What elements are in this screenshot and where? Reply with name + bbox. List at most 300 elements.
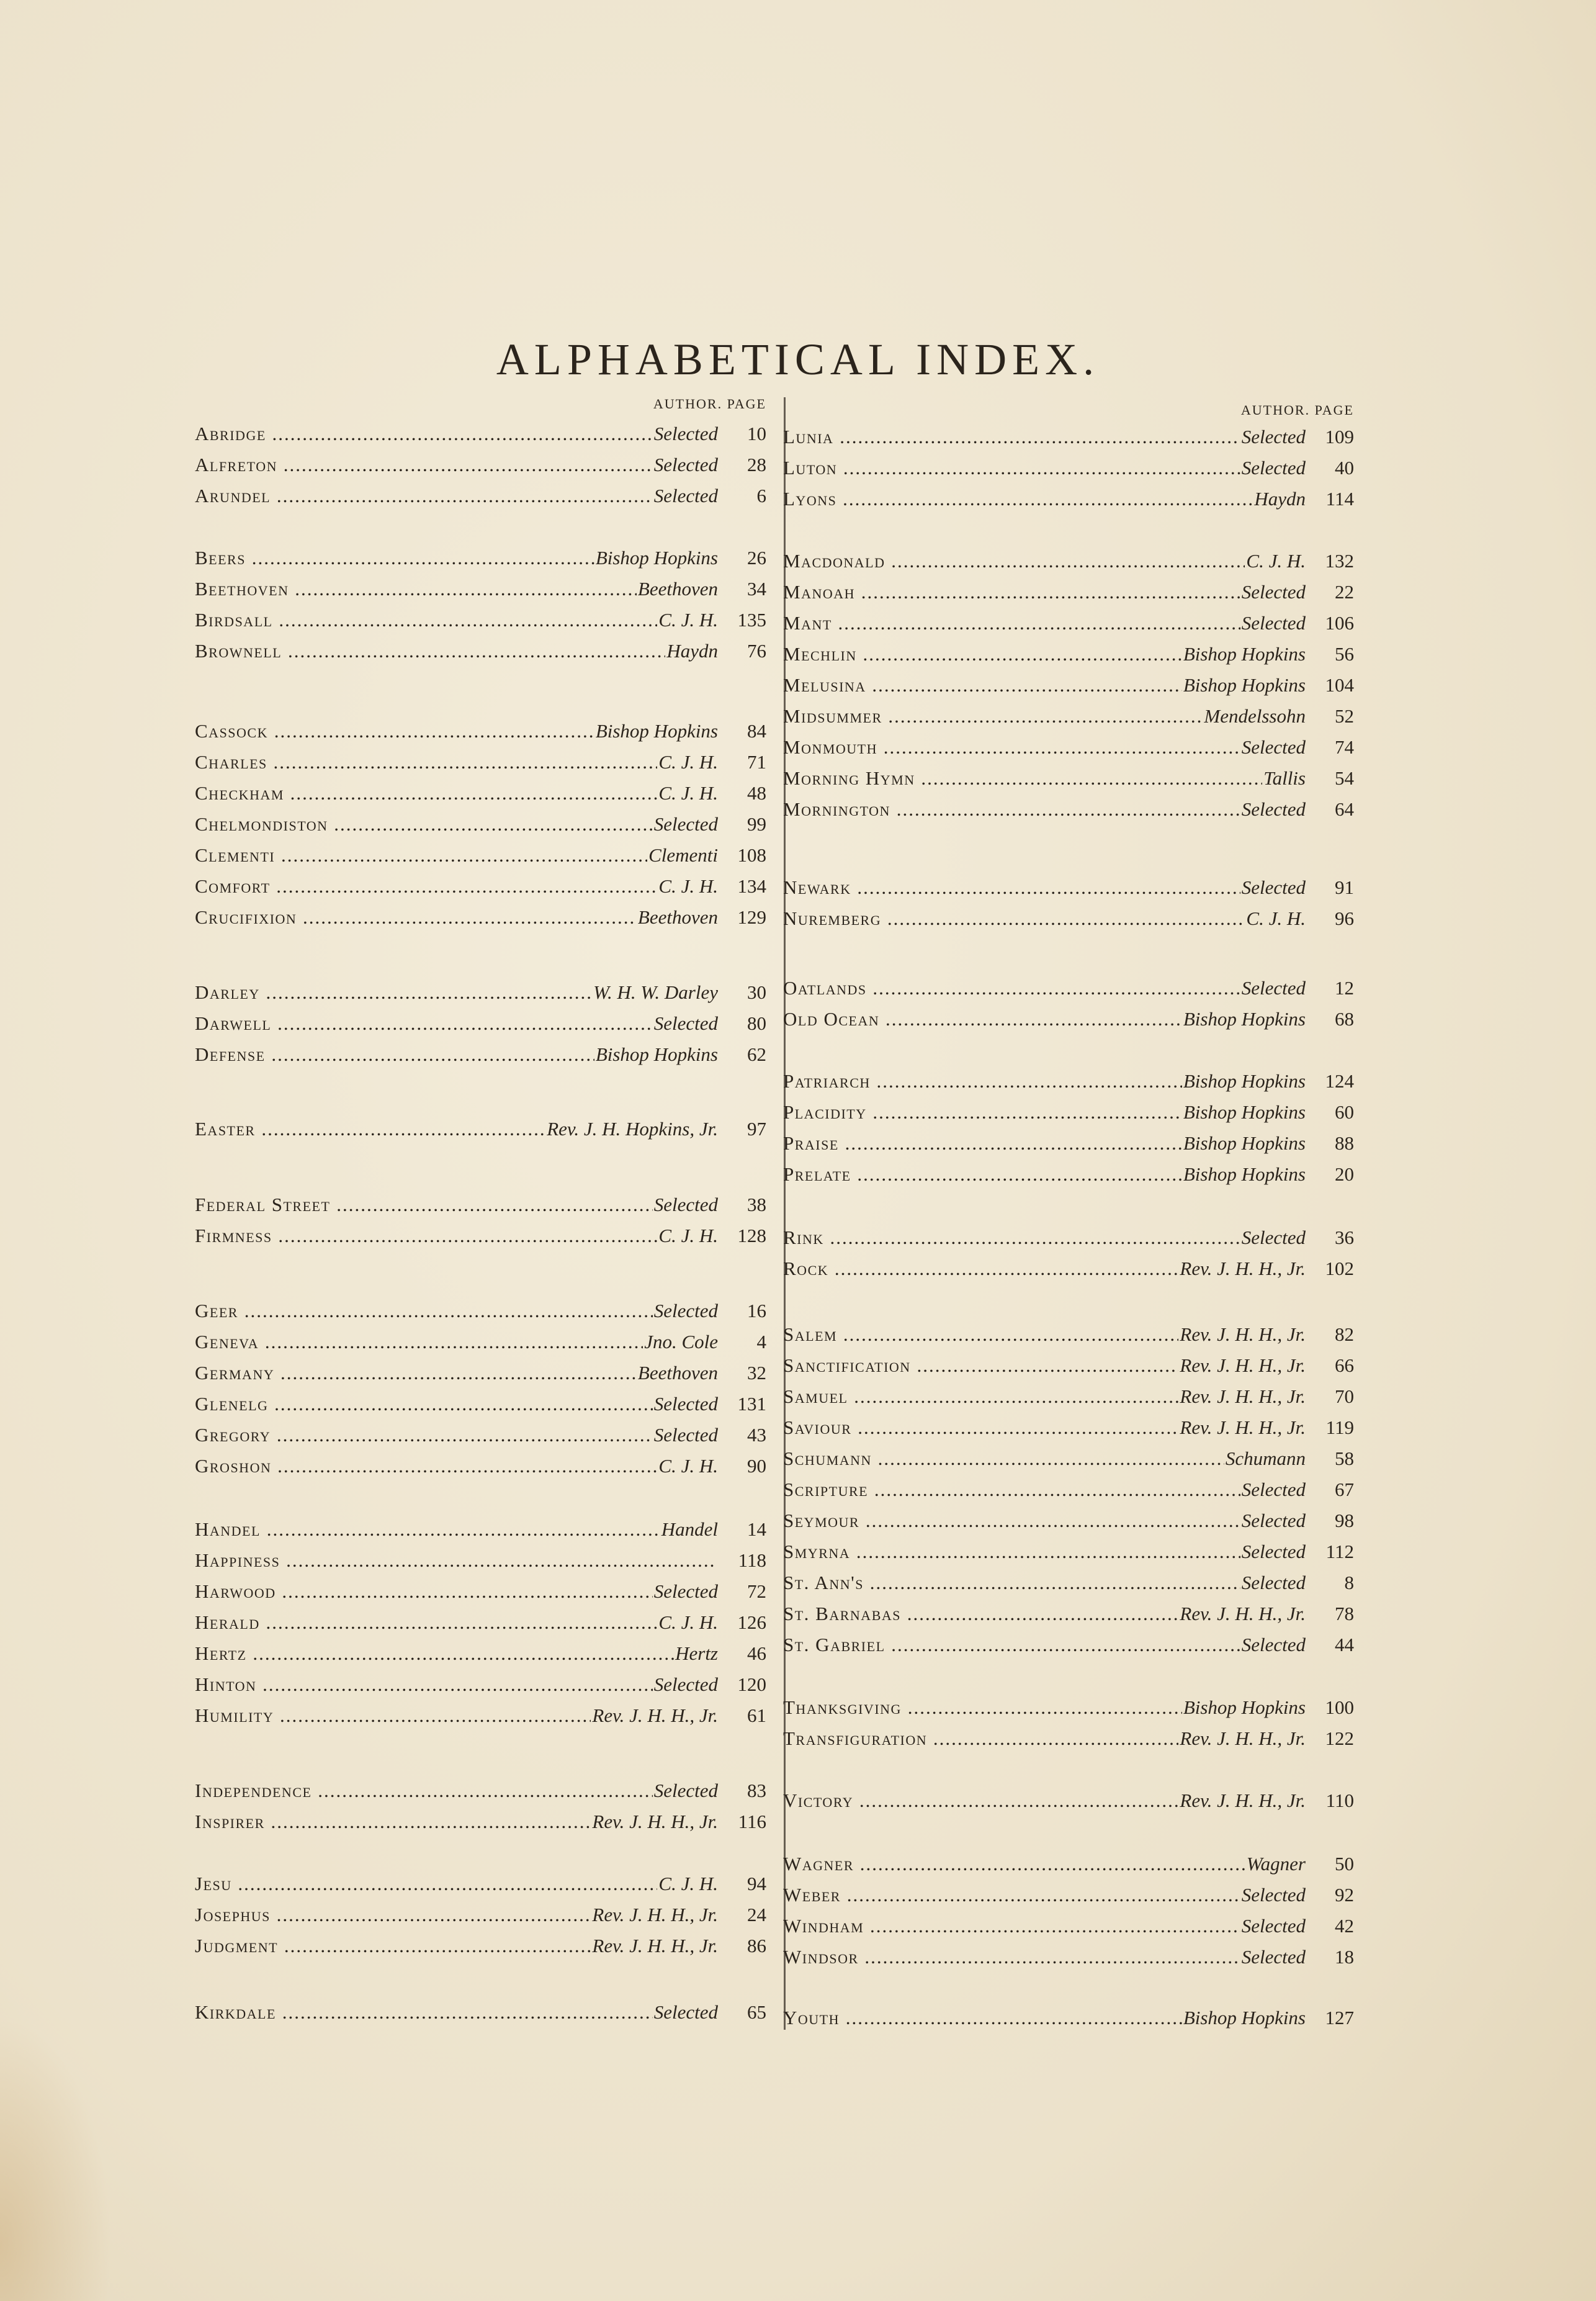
index-entry-seymour bbox=[783, 1508, 1354, 1534]
entry-page-number: 61 bbox=[747, 1704, 766, 1726]
entry-title: Handel ..... bbox=[195, 1516, 660, 1542]
entry-title: Inspirer ..... bbox=[195, 1809, 591, 1835]
entry-author: Rev. J. H. H., Jr. bbox=[592, 1935, 718, 1957]
entry-author: Selected bbox=[653, 485, 718, 507]
entry-title: Thanksgiving ..... bbox=[783, 1695, 1182, 1721]
entry-title: Rock ..... bbox=[783, 1256, 1178, 1282]
entry-page-number: 22 bbox=[1335, 581, 1354, 603]
index-entry-hertz bbox=[195, 1641, 766, 1667]
entry-page-number: 98 bbox=[1335, 1510, 1354, 1531]
entry-page-number: 84 bbox=[747, 720, 766, 742]
entry-page-number: 72 bbox=[747, 1580, 766, 1602]
index-entry-beethoven bbox=[195, 576, 766, 602]
entry-author: Wagner bbox=[1246, 1853, 1306, 1875]
entry-title: Smyrna ..... bbox=[783, 1539, 1240, 1565]
entry-title: St. Ann's ..... bbox=[783, 1570, 1240, 1596]
entry-page-number: 116 bbox=[738, 1811, 766, 1832]
entry-page-number: 24 bbox=[747, 1904, 766, 1925]
entry-author: Selected bbox=[1241, 581, 1306, 603]
entry-title: Saviour ..... bbox=[783, 1415, 1178, 1441]
entry-page-number: 26 bbox=[747, 547, 766, 569]
entry-page-number: 42 bbox=[1335, 1915, 1354, 1937]
entry-title: Germany ..... bbox=[195, 1360, 637, 1386]
index-entry-herald bbox=[195, 1610, 766, 1636]
index-entry-mornington bbox=[783, 796, 1354, 822]
entry-page-number: 46 bbox=[747, 1642, 766, 1664]
entry-author: Bishop Hopkins bbox=[595, 1043, 718, 1065]
index-entry-melusina bbox=[783, 672, 1354, 698]
entry-author: Selected bbox=[653, 1300, 718, 1322]
entry-title: Firmness ..... bbox=[195, 1223, 657, 1249]
entry-author: Selected bbox=[1241, 1572, 1306, 1593]
entry-author: C. J. H. bbox=[658, 1455, 718, 1477]
entry-page-number: 44 bbox=[1335, 1634, 1354, 1655]
index-entry-federal-street bbox=[195, 1192, 766, 1218]
entry-author: Rev. J. H. H., Jr. bbox=[1180, 1323, 1306, 1345]
entry-page-number: 67 bbox=[1335, 1479, 1354, 1500]
entry-author: C. J. H. bbox=[658, 609, 718, 631]
entry-page-number: 110 bbox=[1325, 1790, 1354, 1811]
entry-page-number: 6 bbox=[756, 485, 766, 507]
index-entry-inspirer bbox=[195, 1809, 766, 1835]
entry-author: C. J. H. bbox=[1246, 550, 1306, 572]
entry-page-number: 12 bbox=[1335, 977, 1354, 999]
index-entry-st-gabriel bbox=[783, 1632, 1354, 1658]
index-entry-germany bbox=[195, 1360, 766, 1386]
entry-page-number: 4 bbox=[756, 1331, 766, 1353]
index-entry-chelmondiston bbox=[195, 811, 766, 837]
entry-author: Beethoven bbox=[637, 906, 718, 928]
entry-title: Macdonald ..... bbox=[783, 548, 1245, 574]
index-entry-sanctification bbox=[783, 1353, 1354, 1379]
index-entry-jesu bbox=[195, 1871, 766, 1897]
entry-page-number: 102 bbox=[1325, 1258, 1354, 1279]
index-entry-charles bbox=[195, 749, 766, 775]
entry-author: Bishop Hopkins bbox=[1183, 2007, 1306, 2029]
entry-page-number: 94 bbox=[747, 1873, 766, 1894]
entry-author: Selected bbox=[1241, 426, 1306, 448]
entry-author: Bishop Hopkins bbox=[1183, 1008, 1306, 1030]
entry-title: Wagner ..... bbox=[783, 1851, 1245, 1877]
entry-author: Handel bbox=[661, 1518, 718, 1540]
entry-title: Patriarch ..... bbox=[783, 1068, 1182, 1094]
index-entry-independence bbox=[195, 1778, 766, 1804]
entry-page-number: 43 bbox=[747, 1424, 766, 1446]
entry-author: Selected bbox=[1241, 876, 1306, 898]
entry-title: Mechlin ..... bbox=[783, 641, 1182, 667]
entry-page-number: 66 bbox=[1335, 1354, 1354, 1376]
entry-author: Rev. J. H. H., Jr. bbox=[1180, 1258, 1306, 1279]
index-entry-monmouth bbox=[783, 734, 1354, 760]
entry-title: Birdsall ..... bbox=[195, 607, 657, 633]
index-entry-groshon bbox=[195, 1453, 766, 1479]
entry-page-number: 36 bbox=[1335, 1227, 1354, 1248]
index-entry-weber bbox=[783, 1882, 1354, 1908]
index-entry-judgment bbox=[195, 1933, 766, 1959]
entry-author: Mendelssohn bbox=[1204, 705, 1306, 727]
entry-author: C. J. H. bbox=[658, 1873, 718, 1894]
entry-page-number: 99 bbox=[747, 813, 766, 835]
entry-page-number: 135 bbox=[737, 609, 766, 631]
entry-author: Selected bbox=[653, 1673, 718, 1695]
index-entry-comfort bbox=[195, 873, 766, 899]
entry-author: C. J. H. bbox=[658, 782, 718, 804]
entry-title: Monmouth ..... bbox=[783, 734, 1240, 760]
entry-title: Windsor ..... bbox=[783, 1944, 1240, 1970]
entry-page-number: 131 bbox=[737, 1393, 766, 1415]
index-entry-firmness bbox=[195, 1223, 766, 1249]
index-entry-handel bbox=[195, 1516, 766, 1542]
entry-page-number: 104 bbox=[1325, 674, 1354, 696]
index-entry-hinton bbox=[195, 1672, 766, 1698]
entry-title: Geneva ..... bbox=[195, 1329, 643, 1355]
entry-author: Rev. J. H. H., Jr. bbox=[592, 1704, 718, 1726]
index-entry-beers bbox=[195, 545, 766, 571]
entry-author: Bishop Hopkins bbox=[1183, 1163, 1306, 1185]
entry-title: Jesu ..... bbox=[195, 1871, 657, 1897]
index-entry-lunia bbox=[783, 424, 1354, 450]
index-entry-josephus bbox=[195, 1902, 766, 1928]
index-entry-abridge bbox=[195, 421, 766, 447]
entry-author: Rev. J. H. H., Jr. bbox=[1180, 1603, 1306, 1624]
index-entry-nuremberg bbox=[783, 906, 1354, 932]
index-entry-st-ann-s bbox=[783, 1570, 1354, 1596]
entry-title: Melusina ..... bbox=[783, 672, 1182, 698]
entry-author: Rev. J. H. H., Jr. bbox=[592, 1904, 718, 1925]
entry-author: Selected bbox=[1241, 736, 1306, 758]
entry-author: Rev. J. H. H., Jr. bbox=[1180, 1790, 1306, 1811]
entry-author: Selected bbox=[1241, 457, 1306, 479]
index-entry-patriarch bbox=[783, 1068, 1354, 1094]
entry-author: Selected bbox=[653, 1580, 718, 1602]
entry-author: Bishop Hopkins bbox=[1183, 643, 1306, 665]
entry-author: C. J. H. bbox=[658, 1611, 718, 1633]
index-entry-darwell bbox=[195, 1011, 766, 1037]
entry-title: Placidity ..... bbox=[783, 1099, 1182, 1125]
entry-author: Selected bbox=[1241, 1227, 1306, 1248]
entry-page-number: 50 bbox=[1335, 1853, 1354, 1875]
entry-title: Kirkdale ..... bbox=[195, 1999, 653, 2025]
entry-page-number: 91 bbox=[1335, 876, 1354, 898]
entry-author: C. J. H. bbox=[1246, 907, 1306, 929]
entry-title: Beethoven ..... bbox=[195, 576, 637, 602]
entry-page-number: 82 bbox=[1335, 1323, 1354, 1345]
entry-page-number: 83 bbox=[747, 1780, 766, 1801]
index-entry-praise bbox=[783, 1130, 1354, 1156]
entry-title: Lunia ..... bbox=[783, 424, 1240, 450]
entry-author: Beethoven bbox=[637, 578, 718, 600]
index-entry-placidity bbox=[783, 1099, 1354, 1125]
entry-author: Bishop Hopkins bbox=[595, 547, 718, 569]
entry-author: Selected bbox=[1241, 1479, 1306, 1500]
entry-page-number: 86 bbox=[747, 1935, 766, 1957]
entry-page-number: 114 bbox=[1325, 488, 1354, 510]
index-entry-geer bbox=[195, 1298, 766, 1324]
entry-author: Selected bbox=[1241, 977, 1306, 999]
entry-title: Charles ..... bbox=[195, 749, 657, 775]
index-entry-newark bbox=[783, 875, 1354, 901]
index-entry-windham bbox=[783, 1913, 1354, 1939]
entry-page-number: 58 bbox=[1335, 1448, 1354, 1469]
entry-page-number: 92 bbox=[1335, 1884, 1354, 1906]
entry-author: Bishop Hopkins bbox=[1183, 1070, 1306, 1092]
entry-author: Bishop Hopkins bbox=[1183, 1132, 1306, 1154]
entry-page-number: 14 bbox=[747, 1518, 766, 1540]
entry-page-number: 134 bbox=[737, 875, 766, 897]
entry-author: Hertz bbox=[675, 1642, 718, 1664]
index-entry-clementi bbox=[195, 842, 766, 868]
index-entry-thanksgiving bbox=[783, 1695, 1354, 1721]
entry-title: Comfort ..... bbox=[195, 873, 657, 899]
entry-author: Bishop Hopkins bbox=[595, 720, 718, 742]
entry-page-number: 132 bbox=[1325, 550, 1354, 572]
entry-author: Rev. J. H. H., Jr. bbox=[592, 1811, 718, 1832]
index-entry-transfiguration bbox=[783, 1726, 1354, 1752]
entry-title: Brownell ..... bbox=[195, 638, 665, 664]
index-entry-harwood bbox=[195, 1578, 766, 1605]
index-entry-birdsall bbox=[195, 607, 766, 633]
index-entry-salem bbox=[783, 1322, 1354, 1348]
entry-title: Independence ..... bbox=[195, 1778, 653, 1804]
entry-title: Schumann ..... bbox=[783, 1446, 1224, 1472]
index-entry-defense bbox=[195, 1042, 766, 1068]
entry-author: Selected bbox=[1241, 1884, 1306, 1906]
entry-title: Hertz ..... bbox=[195, 1641, 674, 1667]
entry-page-number: 129 bbox=[737, 906, 766, 928]
index-entry-prelate bbox=[783, 1161, 1354, 1187]
entry-author: Selected bbox=[1241, 1915, 1306, 1937]
entry-page-number: 96 bbox=[1335, 907, 1354, 929]
index-entry-mechlin bbox=[783, 641, 1354, 667]
entry-title: Beers ..... bbox=[195, 545, 594, 571]
entry-page-number: 48 bbox=[747, 782, 766, 804]
index-entry-scripture bbox=[783, 1477, 1354, 1503]
entry-title: Defense ..... bbox=[195, 1042, 594, 1068]
entry-author: Selected bbox=[653, 454, 718, 475]
entry-title: Darley ..... bbox=[195, 979, 592, 1006]
entry-title: Prelate ..... bbox=[783, 1161, 1182, 1187]
index-entry-rink bbox=[783, 1225, 1354, 1251]
entry-title: Samuel ..... bbox=[783, 1384, 1178, 1410]
index-entry-morning-hymn bbox=[783, 765, 1354, 791]
index-entry-old-ocean bbox=[783, 1006, 1354, 1032]
index-entry-kirkdale bbox=[195, 1999, 766, 2025]
index-entry-brownell bbox=[195, 638, 766, 664]
entry-title: St. Gabriel ..... bbox=[783, 1632, 1240, 1658]
entry-author: Selected bbox=[1241, 798, 1306, 820]
entry-page-number: 128 bbox=[737, 1225, 766, 1246]
entry-page-number: 34 bbox=[747, 578, 766, 600]
entry-author: Rev. J. H. H., Jr. bbox=[1180, 1727, 1306, 1749]
index-entry-oatlands bbox=[783, 975, 1354, 1001]
index-entry-saviour bbox=[783, 1415, 1354, 1441]
index-entry-smyrna bbox=[783, 1539, 1354, 1565]
entry-page-number: 88 bbox=[1335, 1132, 1354, 1154]
entry-title: Judgment ..... bbox=[195, 1933, 591, 1959]
entry-title: Luton ..... bbox=[783, 455, 1240, 481]
entry-page-number: 112 bbox=[1325, 1541, 1354, 1562]
entry-author: Selected bbox=[653, 2001, 718, 2023]
index-entry-lyons bbox=[783, 486, 1354, 512]
index-entry-youth bbox=[783, 2005, 1354, 2031]
entry-page-number: 119 bbox=[1325, 1416, 1354, 1438]
entry-page-number: 30 bbox=[747, 981, 766, 1003]
entry-page-number: 8 bbox=[1344, 1572, 1354, 1593]
entry-author: Schumann bbox=[1225, 1448, 1306, 1469]
entry-page-number: 64 bbox=[1335, 798, 1354, 820]
entry-author: Bishop Hopkins bbox=[1183, 1101, 1306, 1123]
entry-author: Jno. Cole bbox=[644, 1331, 718, 1353]
entry-page-number: 10 bbox=[747, 423, 766, 444]
entry-page-number: 54 bbox=[1335, 767, 1354, 789]
index-entry-windsor bbox=[783, 1944, 1354, 1970]
entry-author: C. J. H. bbox=[658, 875, 718, 897]
entry-title: Old Ocean ..... bbox=[783, 1006, 1182, 1032]
entry-title: Cassock ..... bbox=[195, 718, 594, 744]
index-entry-samuel bbox=[783, 1384, 1354, 1410]
entry-page-number: 20 bbox=[1335, 1163, 1354, 1185]
entry-author: Selected bbox=[653, 423, 718, 444]
index-entry-gregory bbox=[195, 1422, 766, 1448]
entry-author: Rev. J. H. Hopkins, Jr. bbox=[547, 1118, 718, 1140]
entry-author: Selected bbox=[1241, 1510, 1306, 1531]
index-entry-happiness bbox=[195, 1547, 766, 1574]
entry-page-number: 124 bbox=[1325, 1070, 1354, 1092]
entry-page-number: 71 bbox=[747, 751, 766, 773]
entry-title: Scripture ..... bbox=[783, 1477, 1240, 1503]
entry-page-number: 122 bbox=[1325, 1727, 1354, 1749]
entry-page-number: 32 bbox=[747, 1362, 766, 1384]
entry-title: Geer ..... bbox=[195, 1298, 653, 1324]
index-entry-arundel bbox=[195, 483, 766, 509]
entry-page-number: 109 bbox=[1325, 426, 1354, 448]
entry-author: Selected bbox=[653, 1424, 718, 1446]
entry-author: Selected bbox=[653, 1194, 718, 1215]
entry-title: Glenelg ..... bbox=[195, 1391, 653, 1417]
entry-title: Checkham ..... bbox=[195, 780, 657, 806]
entry-title: Arundel ..... bbox=[195, 483, 653, 509]
entry-title: Sanctification ..... bbox=[783, 1353, 1178, 1379]
entry-title: Federal Street ..... bbox=[195, 1192, 653, 1218]
entry-page-number: 97 bbox=[747, 1118, 766, 1140]
entry-author: Bishop Hopkins bbox=[1183, 1696, 1306, 1718]
entry-title: Easter ..... bbox=[195, 1116, 545, 1142]
entry-page-number: 40 bbox=[1335, 457, 1354, 479]
entry-title: Praise ..... bbox=[783, 1130, 1182, 1156]
entry-page-number: 80 bbox=[747, 1012, 766, 1034]
entry-title: Abridge ..... bbox=[195, 421, 653, 447]
entry-author: W. H. W. Darley bbox=[593, 981, 718, 1003]
entry-title: Youth ..... bbox=[783, 2005, 1182, 2031]
left-column-header: AUTHOR. PAGE bbox=[653, 396, 766, 412]
entry-title: Harwood ..... bbox=[195, 1578, 653, 1605]
page-title: ALPHABETICAL INDEX. bbox=[496, 335, 1100, 385]
index-entry-darley bbox=[195, 979, 766, 1006]
index-entry-schumann bbox=[783, 1446, 1354, 1472]
page-stain bbox=[0, 2017, 112, 2301]
index-entry-luton bbox=[783, 455, 1354, 481]
entry-page-number: 90 bbox=[747, 1455, 766, 1477]
right-column-header: AUTHOR. PAGE bbox=[1240, 402, 1354, 418]
entry-title: Newark ..... bbox=[783, 875, 1240, 901]
entry-title: Mant ..... bbox=[783, 610, 1240, 636]
index-entry-glenelg bbox=[195, 1391, 766, 1417]
index-entry-manoah bbox=[783, 579, 1354, 605]
entry-page-number: 76 bbox=[747, 640, 766, 662]
entry-page-number: 70 bbox=[1335, 1385, 1354, 1407]
entry-title: Chelmondiston ..... bbox=[195, 811, 653, 837]
entry-page-number: 28 bbox=[747, 454, 766, 475]
index-entry-cassock bbox=[195, 718, 766, 744]
entry-page-number: 16 bbox=[747, 1300, 766, 1322]
entry-author: Selected bbox=[1241, 612, 1306, 634]
entry-page-number: 78 bbox=[1335, 1603, 1354, 1624]
index-entry-mant bbox=[783, 610, 1354, 636]
entry-page-number: 68 bbox=[1335, 1008, 1354, 1030]
entry-title: Manoah ..... bbox=[783, 579, 1240, 605]
entry-author: C. J. H. bbox=[658, 1225, 718, 1246]
entry-author: C. J. H. bbox=[658, 751, 718, 773]
index-entry-humility bbox=[195, 1703, 766, 1729]
index-entry-rock bbox=[783, 1256, 1354, 1282]
entry-author: Clementi bbox=[648, 844, 718, 866]
entry-title: Happiness ..... bbox=[195, 1547, 717, 1574]
index-entry-wagner bbox=[783, 1851, 1354, 1877]
entry-author: Selected bbox=[653, 1393, 718, 1415]
entry-page-number: 18 bbox=[1335, 1946, 1354, 1968]
entry-page-number: 62 bbox=[747, 1043, 766, 1065]
entry-title: Nuremberg ..... bbox=[783, 906, 1245, 932]
entry-title: St. Barnabas ..... bbox=[783, 1601, 1178, 1627]
entry-page-number: 120 bbox=[737, 1673, 766, 1695]
entry-title: Darwell ..... bbox=[195, 1011, 653, 1037]
entry-title: Seymour ..... bbox=[783, 1508, 1240, 1534]
entry-author: Selected bbox=[1241, 1541, 1306, 1562]
entry-title: Crucifixion ..... bbox=[195, 904, 637, 930]
index-entry-crucifixion bbox=[195, 904, 766, 930]
entry-page-number: 56 bbox=[1335, 643, 1354, 665]
entry-title: Herald ..... bbox=[195, 1610, 657, 1636]
entry-title: Oatlands ..... bbox=[783, 975, 1240, 1001]
entry-author: Selected bbox=[653, 1780, 718, 1801]
entry-page-number: 118 bbox=[738, 1549, 766, 1571]
index-entry-victory bbox=[783, 1788, 1354, 1814]
index-entry-checkham bbox=[195, 780, 766, 806]
entry-title: Transfiguration ..... bbox=[783, 1726, 1178, 1752]
index-entry-macdonald bbox=[783, 548, 1354, 574]
index-entry-easter bbox=[195, 1116, 766, 1142]
entry-title: Hinton ..... bbox=[195, 1672, 653, 1698]
entry-page-number: 65 bbox=[747, 2001, 766, 2023]
entry-author: Selected bbox=[1241, 1946, 1306, 1968]
entry-title: Groshon ..... bbox=[195, 1453, 657, 1479]
index-entry-st-barnabas bbox=[783, 1601, 1354, 1627]
entry-page-number: 126 bbox=[737, 1611, 766, 1633]
entry-title: Windham ..... bbox=[783, 1913, 1240, 1939]
entry-page-number: 38 bbox=[747, 1194, 766, 1215]
entry-author: Haydn bbox=[1254, 488, 1306, 510]
entry-page-number: 108 bbox=[737, 844, 766, 866]
entry-page-number: 52 bbox=[1335, 705, 1354, 727]
entry-author: Bishop Hopkins bbox=[1183, 674, 1306, 696]
entry-author: Beethoven bbox=[637, 1362, 718, 1384]
entry-page-number: 127 bbox=[1325, 2007, 1354, 2029]
entry-page-number: 106 bbox=[1325, 612, 1354, 634]
entry-title: Gregory ..... bbox=[195, 1422, 653, 1448]
entry-title: Josephus ..... bbox=[195, 1902, 591, 1928]
index-entry-alfreton bbox=[195, 452, 766, 478]
entry-page-number: 74 bbox=[1335, 736, 1354, 758]
